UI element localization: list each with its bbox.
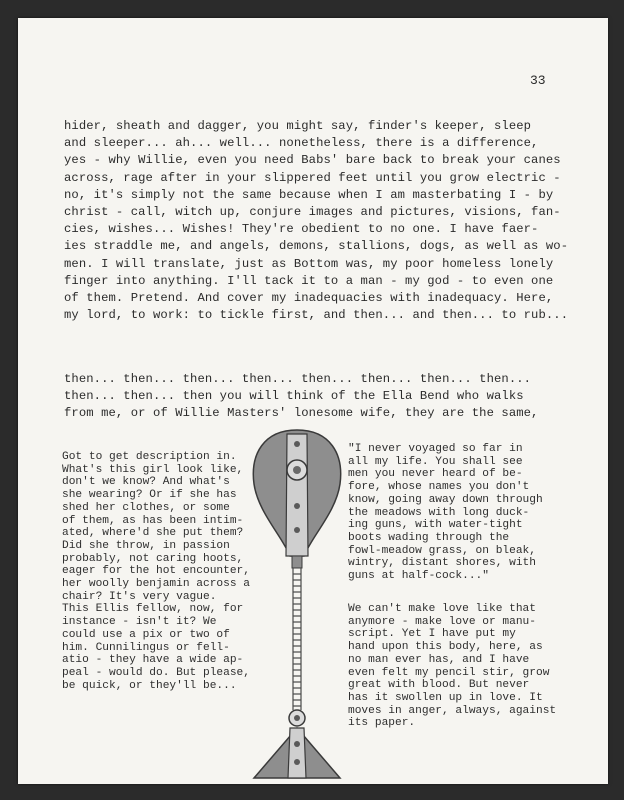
text-line: and sleeper... ah... well... nonetheless, there is a difference, [64,136,539,151]
second-paragraph [64,371,584,423]
text-line: the meadows with long duck- [348,506,530,519]
text-line: ated, where'd she put them? [62,527,244,540]
text-line: instance - isn't it? We [62,616,217,629]
text-line: atio - they have a wide ap- [62,654,244,667]
text-line: my lord, to work: to tickle first, and then... and then... to rub... [64,308,569,323]
text-line: hand upon this body, here, as [348,641,543,654]
text-line: no man ever has, and I have [348,653,530,666]
text-line: fore, whose names you don't [348,481,530,494]
text-line: yes - why Willie, even you need Babs' bare back to break your canes [64,153,561,168]
lower-pulley-block [254,710,340,778]
text-line: christ - call, witch up, conjure images and pictures, visions, fan- [64,205,561,220]
text-line: boots wading through the [348,531,510,544]
text-line: ing guns, with water-tight [348,519,523,532]
upper-pulley-block [253,430,340,568]
text-line: hider, sheath and dagger, you might say, finder's keeper, sleep [64,119,532,133]
text-line: fowl-meadow grass, on bleak, [348,544,536,557]
text-line: its paper. [348,717,416,730]
text-line: has it swollen up in love. It [348,691,543,704]
text-line: know, going away down through [348,493,543,506]
text-line: no, it's simply not the same because when I am masterbating I - by [64,187,554,202]
text-line: Got to get description in. [62,451,237,463]
manuscript-page [18,18,608,784]
text-line: ies straddle me, and angels, demons, stallions, dogs, as well as wo- [64,239,569,254]
text-line: We can't make love like that [348,603,536,615]
text-line: across, rage after in your slippered feet until you grow electric - [64,170,561,185]
right-column-quote [348,443,543,583]
text-line: finger into anything. I'll tack it to a man - my god - to even one [64,273,554,288]
text-line: eager for the hot encounter, [62,565,250,578]
text-line: him. Cunnilingus or fell- [62,641,230,654]
text-line: "I never voyaged so far in [348,443,523,455]
text-line: her woolly benjamin across a [62,578,250,591]
text-line: all my life. You shall see [348,455,523,468]
right-column-paragraph [348,603,556,730]
text-line: men you never heard of be- [348,468,523,481]
main-paragraph [64,118,584,324]
text-line: even felt my pencil stir, grow [348,666,550,679]
pulley-block-icon [242,426,352,786]
text-line: could use a pix or two of [62,628,230,641]
text-line: moves in anger, always, against [348,704,557,717]
text-line: of them. Pretend. And cover my inadequacies with inadequacy. Here, [64,291,554,306]
text-line: great with blood. But never [348,679,530,692]
text-line: What's this girl look like, [62,463,244,476]
text-line: don't we know? And what's [62,476,230,489]
text-line: peal - would do. But please, [62,666,250,679]
text-line: anymore - make love or manu- [348,615,536,628]
rope-chain [293,568,301,710]
text-line: chair? It's very vague. [62,590,217,603]
text-line: guns at half-cock..." [348,570,489,583]
text-line: of them, as has been intim- [62,514,244,527]
text-line: cies, wishes... Wishes! They're obedient to no one. I have faer- [64,222,539,237]
text-line: Did she throw, in passion [62,539,230,552]
text-line: shed her clothes, or some [62,501,230,514]
left-column-text [62,451,250,692]
text-line: This Ellis fellow, now, for [62,603,244,616]
text-line: then... then... then... then... then... then... then... then... [64,372,532,386]
text-line: she wearing? Or if she has [62,489,237,502]
text-line: from me, or of Willie Masters' lonesome wife, they are the same, [64,406,539,421]
text-line: script. Yet I have put my [348,628,516,641]
text-line: wintry, distant shores, with [348,557,536,570]
page-number: 33 [530,73,546,88]
text-line: be quick, or they'll be... [62,679,237,692]
text-line: probably, not caring hoots, [62,552,244,565]
text-line: then... then... then you will think of the Ella Bend who walks [64,389,524,404]
text-line: men. I will translate, just as Bottom was, my poor homeless lonely [64,256,554,271]
